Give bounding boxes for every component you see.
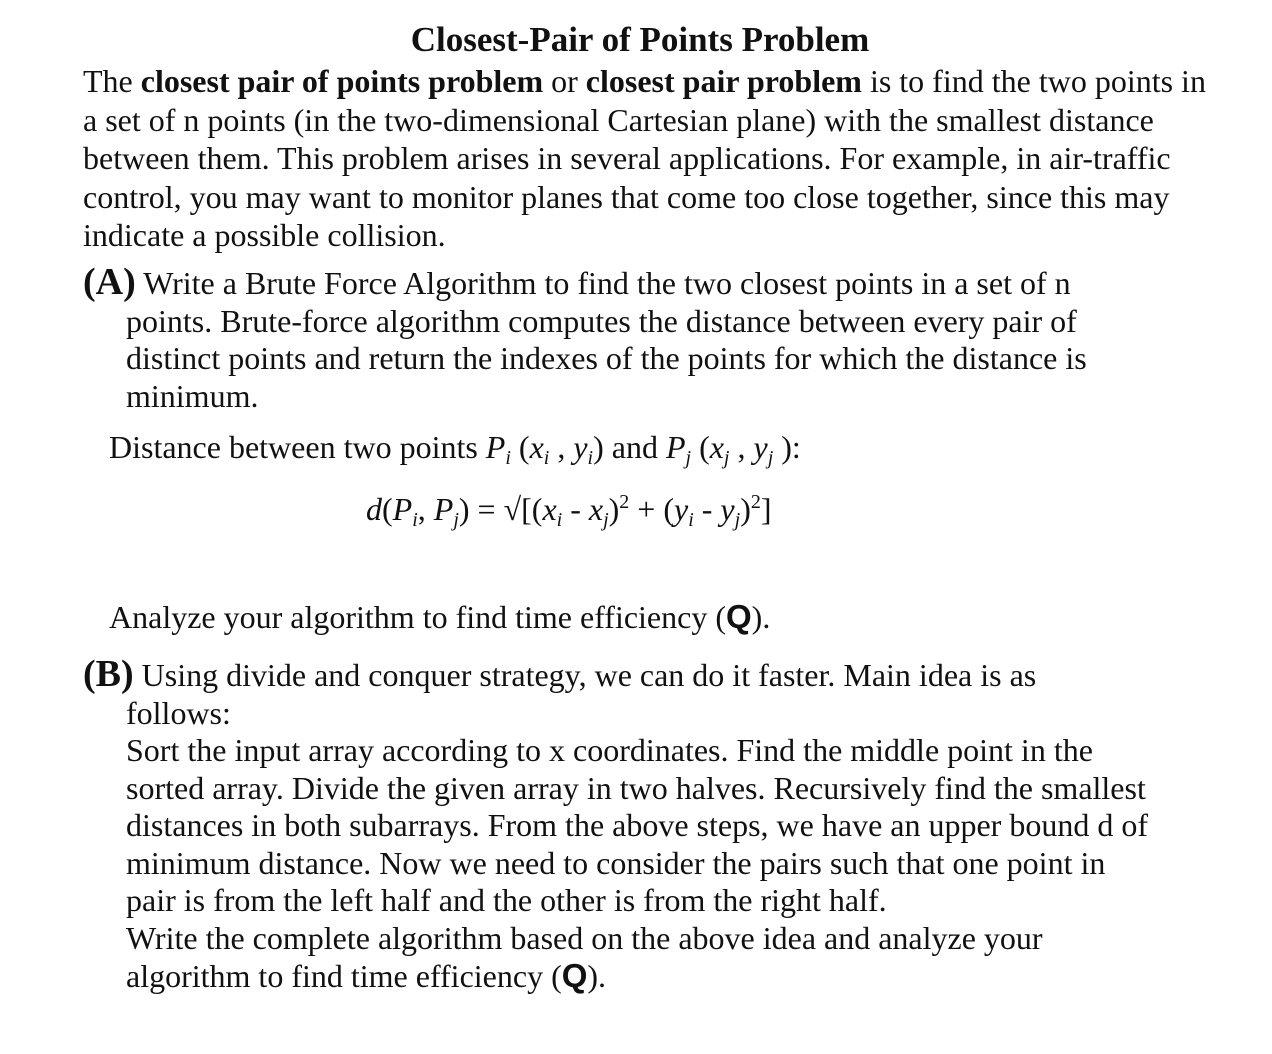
part-a-line-4: minimum.	[126, 377, 259, 414]
page-title: Closest-Pair of Points Problem	[410, 20, 870, 59]
part-b-line-8: Write the complete algorithm based on the above idea and analyze your	[126, 919, 1043, 956]
part-a-section	[83, 261, 1203, 415]
intro-text-3: is to find the two points in a set of n points (in the two-dimensional Cartesian plane) with the smallest distance between them. This problem arises in several applications. For example, in air-traffic control, you may want to monitor planes that come too close together, since this may indicate a possible collision.	[83, 63, 1206, 253]
distance-definition: Distance between two points $P_i$ ($x_i$ , $y_i$) and $P_j$ ($x_j$ , $y_j$ ):	[109, 429, 801, 469]
intro-text-1: The	[83, 63, 141, 99]
colon-text: :	[791, 429, 801, 465]
theta-symbol-b: Q	[561, 957, 588, 994]
part-b-line-5: distances in both subarrays. From the above steps, we have an upper bound d of	[126, 807, 1148, 843]
part-a-label: (A)	[83, 261, 136, 303]
intro-bold-term-1: closest pair of points problem	[140, 63, 544, 99]
theta-symbol-a: Q	[725, 598, 752, 635]
intro-paragraph	[83, 62, 1223, 255]
part-b-line-1: Using divide and conquer strategy, we can do it faster. Main idea is as	[133, 657, 1037, 693]
part-b-label: (B)	[83, 653, 134, 695]
part-b-line-6: minimum distance. Now we need to consider the pairs such that one point in	[126, 844, 1106, 881]
part-b-section	[83, 653, 1203, 996]
part-a-close-text: ).	[751, 599, 771, 635]
intro-text-2: or	[543, 63, 586, 99]
part-a-line-2: points. Brute-force algorithm computes the distance between every pair of	[126, 302, 1077, 339]
distance-formula: $d(P_i$, $P_j) = √[(x_i - x_j)^2 + (y_i - y_j)^2]$	[366, 491, 772, 531]
intro-bold-term-2: closest pair problem	[585, 63, 862, 99]
part-b-line-4: sorted array. Divide the given array in two halves. Recursively find the smallest	[126, 769, 1146, 806]
part-b-line-7: pair is from the left half and the other is from the right half.	[126, 882, 887, 918]
part-b-line-3: Sort the input array according to x coordinates. Find the middle point in the	[126, 732, 1093, 768]
part-a-line-3: distinct points and return the indexes of the points for which the distance is	[126, 340, 1087, 376]
part-a-analyze	[109, 598, 770, 636]
part-a-line-1: Write a Brute Force Algorithm to find the two closest points in a set of n	[135, 265, 1071, 301]
distance-text: Distance between two points	[109, 429, 486, 465]
part-b-line-9: algorithm to find time efficiency (	[126, 958, 562, 994]
part-b-close-text: ).	[587, 958, 607, 994]
part-b-line-2: follows:	[126, 694, 231, 731]
and-text: and	[603, 429, 666, 465]
part-a-analyze-text: Analyze your algorithm to find time efficiency (	[109, 599, 726, 635]
